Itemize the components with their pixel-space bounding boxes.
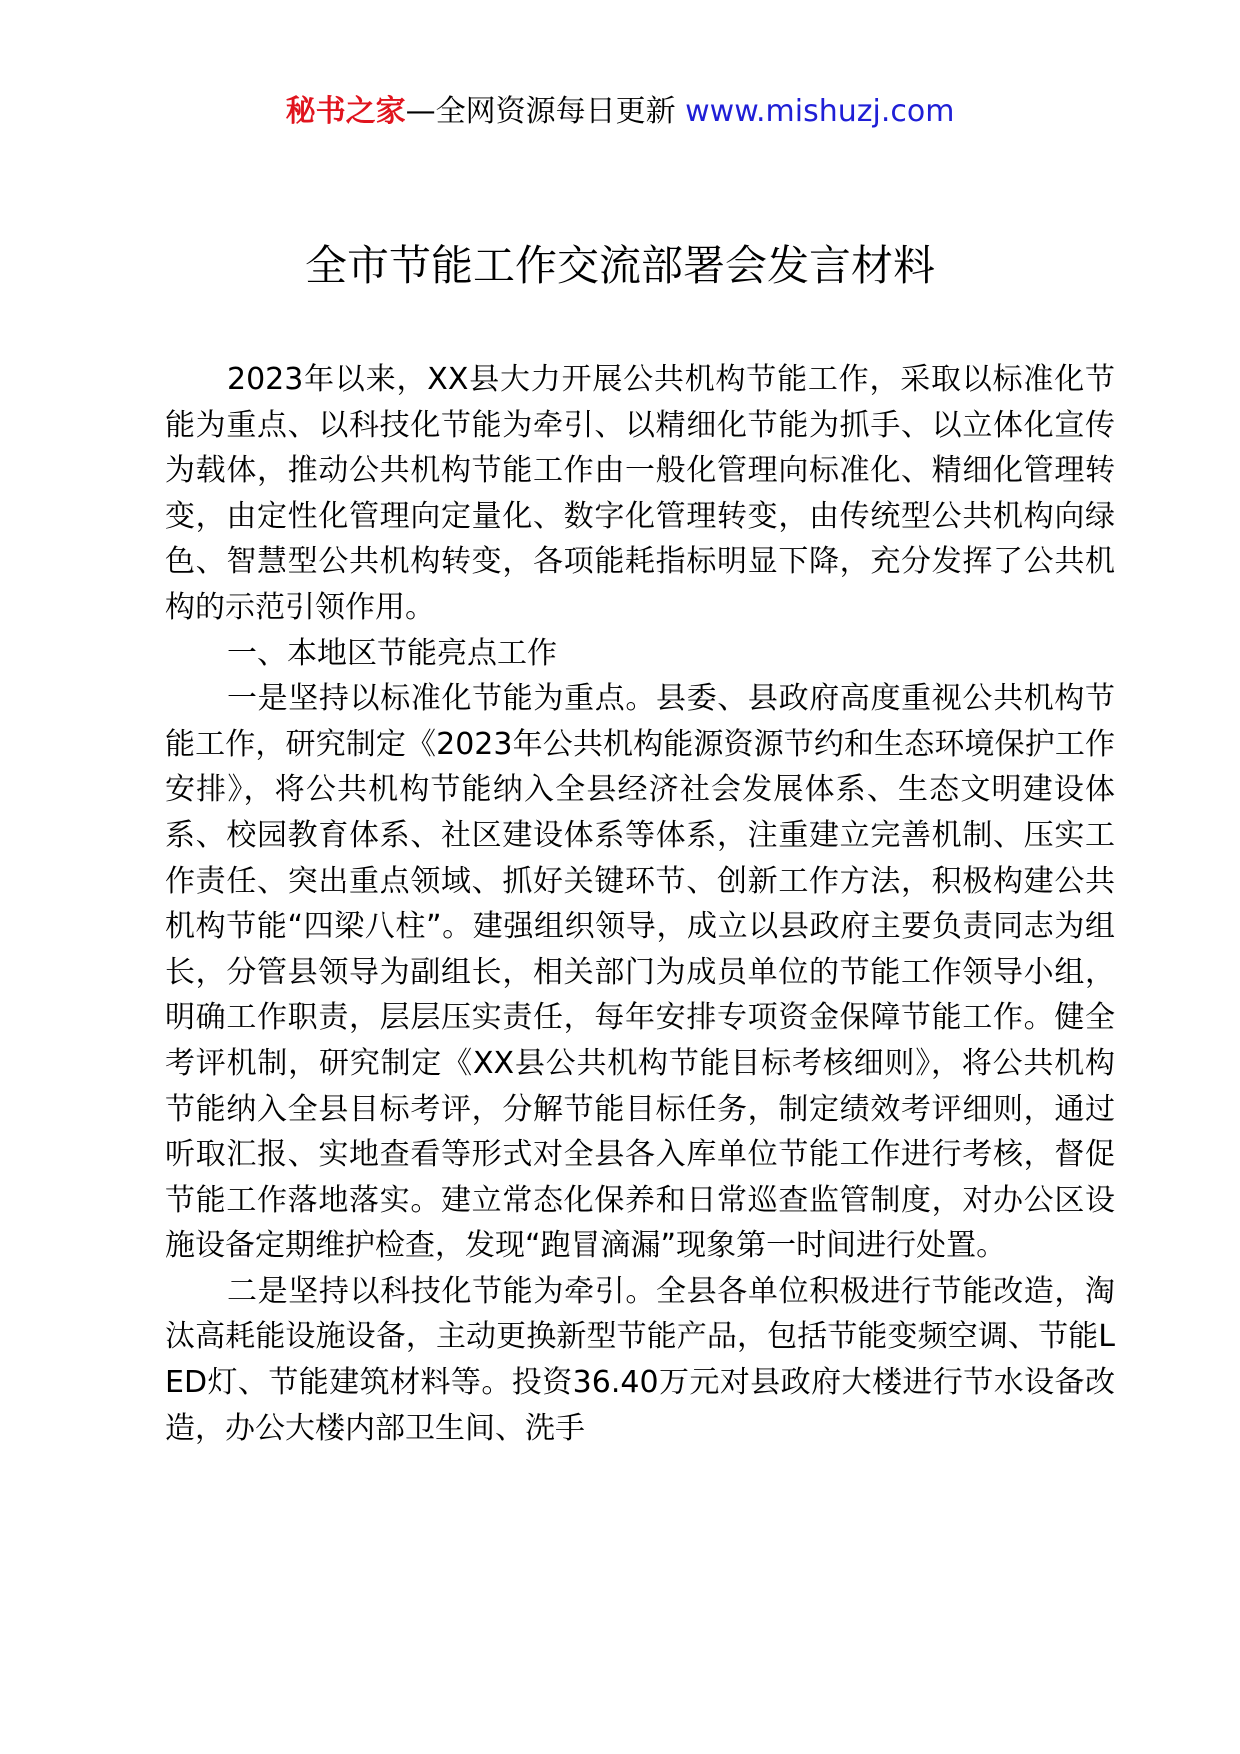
site-header <box>0 92 1240 132</box>
paragraph-technology: 二是坚持以科技化节能为牵引。全县各单位积极进行节能改造，淘汰高耗能设施设备，主动更换新型节能产品，包括节能变频空调、节能LED灯、节能建筑材料等。投资36.40万元对县政府大楼进行节水设备改造，办公大楼内部卫生间、洗手 <box>165 1273 1115 1446</box>
paragraph-intro: 2023年以来，XX县大力开展公共机构节能工作，采取以标准化节能为重点、以科技化节能为牵引、以精细化节能为抓手、以立体化宣传为载体，推动公共机构节能工作由一般化管理向标准化、精细化管理转变，由定性化管理向定量化、数字化管理转变，由传统型公共机构向绿色、智慧型公共机构转变，各项能耗指标明显下降，充分发挥了公共机构的示范引领作用。 <box>165 362 1115 625</box>
brand-name: 秘书之家 <box>285 94 406 129</box>
document-title: 全市节能工作交流部署会发言材料 <box>304 241 935 290</box>
document-body <box>165 357 1115 1451</box>
section-heading: 一、本地区节能亮点工作 <box>227 635 557 671</box>
paragraph-standardization: 一是坚持以标准化节能为重点。县委、县政府高度重视公共机构节能工作，研究制定《2023年公共机构能源资源节约和生态环境保护工作安排》，将公共机构节能纳入全县经济社会发展体系、生态文明建设体系、校园教育体系、社区建设体系等体系，注重建立完善机制、压实工作责任、突出重点领域、抓好关键环节、创新工作方法，积极构建公共机构节能“四梁八柱”。建强组织领导，成立以县政府主要负责同志为组长，分管县领导为副组长，相关部门为成员单位的节能工作领导小组，明确工作职责，层层压实责任，每年安排专项资金保障节能工作。健全考评机制，研究制定《XX县公共机构节能目标考核细则》，将公共机构节能纳入全县目标考评，分解节能目标任务，制定绩效考评细则，通过听取汇报、实地查看等形式对全县各入库单位节能工作进行考核，督促节能工作落地落实。建立常态化保养和日常巡查监管制度，对办公区设施设备定期维护检查，发现“跑冒滴漏”现象第一时间进行处置。 <box>165 681 1115 1264</box>
site-url-link[interactable]: www.mishuzj.com <box>685 94 955 129</box>
header-tagline: —全网资源每日更新 <box>405 94 676 129</box>
